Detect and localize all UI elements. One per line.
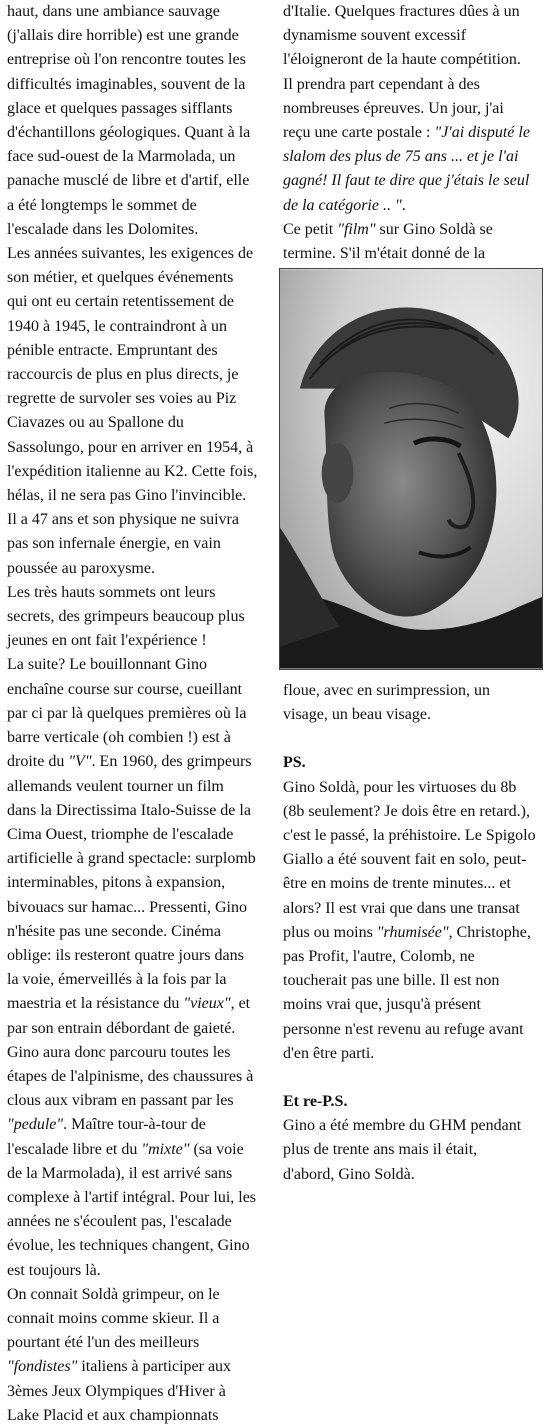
text-run: sur Gino Soldà se termine. S'il m'était donné de la [283,220,493,263]
italic-term: "vieux" [183,995,231,1013]
paragraph [7,1283,268,1428]
paragraph [283,776,549,1066]
text-run: Les années suivantes, les exigences de son métier, et quelques événements qui ont eu certain retentissement de 1940 à 1945, le contraindront à un pénible entracte. Empruntant des raccourcis de plus en plus directs, je regrette de survoler ses voies au Piz Ciavazes ou au Spallone du Sassolungo, pour en arriver en 1954, à l'expédition italienne au K2. Cette fois, hélas, il ne sera pas Gino l'invincible. Il a 47 ans et son physique ne suivra pas son infernale énergie, en vain poussée au paroxysme. [7,245,258,577]
text-run: (sa voie de la Marmolada), il est arrivé sans complexe à l'artif intégral. Pour lui, les années ne s'écoulent pas, l'escalade évolue, les techniques changent, Gino est toujours là. [7,1140,257,1279]
text-run: Ce petit [283,220,338,238]
paragraph [283,679,549,727]
italic-term: "film" [337,220,376,238]
text-run: . En 1960, des grimpeurs allemands veulent tourner un film dans la Directissima Italo-Suisse de la Cima Ouest, triomphe de l'escalade artificielle à grand spectacle: surplomb interminables, pitons à expansion, bivouacs sur hamac... Pressenti, Gino n'hésite pas une seconde. Cinéma oblige: ils resteront quatre jours dans la voie, émerveillés à la fois par la maestria et la résistance du [7,753,256,1013]
right-text-column-bottom [283,679,549,1187]
left-text-column [7,0,268,1428]
paragraph [7,581,268,654]
paragraph [283,1114,549,1187]
portrait-photo [279,268,543,670]
spacer [283,1066,549,1090]
italic-term: "rhumisée" [376,923,449,941]
text-run: haut, dans une ambiance sauvage (j'allais dire horrible) est une grande entreprise où l'on rencontre toutes les difficultés imaginables, souvent de la glace et quelques passages sifflants d'échantillons géologiques. Quant à la face sud-ouest de la Marmolada, un panache musclé de libre et d'artif, elle a été longtemps le sommet de l'escalade dans les Dolomites. [7,3,251,238]
text-run: , et par son entrain débordant de gaieté. Gino aura donc parcouru toutes les étapes de l'alpinisme, des chaussures à clous aux vibram en passant par les [7,995,254,1110]
paragraph [7,242,268,581]
italic-term: "mixte" [141,1140,190,1158]
ps-heading: PS. [283,754,306,772]
text-run: Gino a été membre du GHM pendant plus de trente ans mais il était, d'abord, Gino Soldà. [283,1117,522,1183]
paragraph [283,0,549,218]
paragraph [7,653,268,1282]
text-run: d'Italie. Quelques fractures dûes à un dynamisme souvent excessif l'éloigneront de la haute compétition. Il prendra part cependant à des nombreuses épreuves. Un jour, j'ai reçu une carte postale : [283,3,521,142]
text-run: Gino Soldà, pour les virtuoses du 8b (8b seulement? Je dois être en retard.), c'est le passé, la préhistoire. Le Spigolo Giallo a été souvent fait en solo, peut- être en moins de trente minutes... et alors? Il est vrai que dans une transat plus ou moins [283,778,536,941]
italic-quote: "J'ai disputé le slalom des plus de 75 ans ... et je l'ai gagné! Il faut te dire que j'étais le seul de la catégorie .. " [283,124,530,214]
spacer [283,727,549,751]
portrait-illustration [280,269,542,669]
text-run: . Maître tour-à-tour de l'escalade libre et du [7,1116,206,1158]
italic-term: "V" [68,753,92,771]
text-run: Les très hauts sommets ont leurs secrets, des grimpeurs beaucoup plus jeunes en ont fait l'expérience ! [7,583,245,650]
text-run: La suite? Le bouillonnant Gino enchaîne course sur course, cueillant par ci par là quelques premières où la barre verticale (oh combien !) est à droite du [7,656,247,771]
text-run: On connait Soldà grimpeur, on le connait moins comme skieur. Il a pourtant été l'un des meilleurs [7,1285,220,1352]
reps-heading: Et re-P.S. [283,1093,348,1111]
text-run: italiens à participer aux 3èmes Jeux Olympiques d'Hiver à Lake Placid et aux championnats [7,1358,232,1424]
text-run: , Christophe, pas Profit, l'autre, Colomb, ne toucherait pas une bille. Il est non moins vrai que, jusqu'à présent personne n'est revenu au refuge avant d'en être parti. [283,923,531,1062]
italic-term: "pedule" [7,1116,64,1134]
paragraph [7,0,268,242]
text-run: floue, avec en surimpression, un visage, un beau visage. [283,682,491,724]
text-run: . [401,196,406,214]
italic-term: "fondistes" [7,1358,78,1376]
